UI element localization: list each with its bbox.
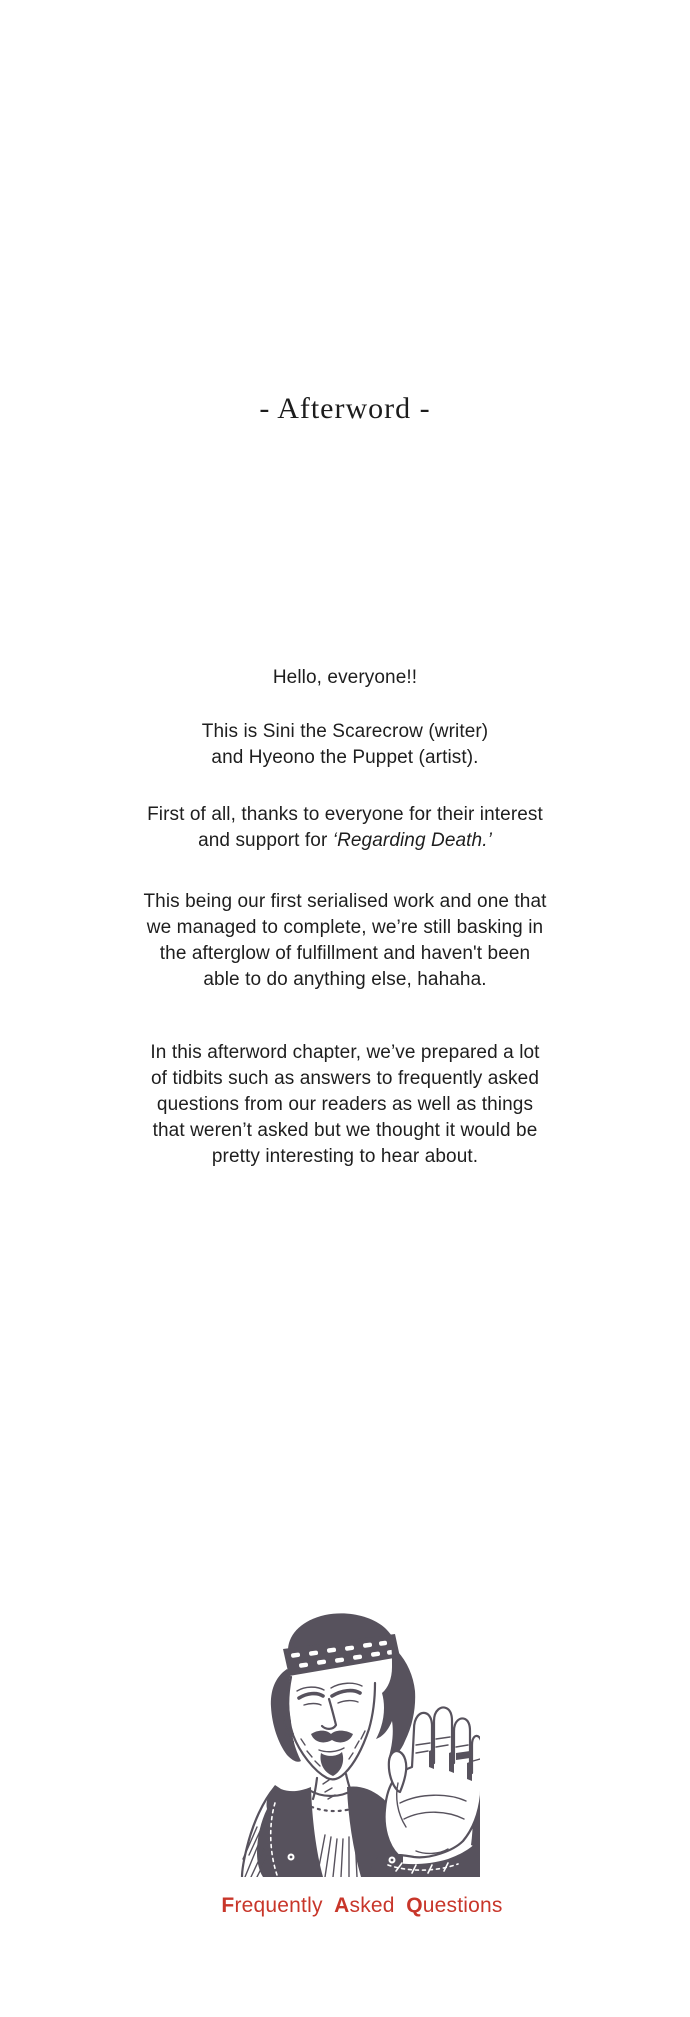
tidbits-paragraph (0, 1040, 690, 1170)
face (278, 1677, 375, 1779)
nose (322, 1699, 336, 1729)
text-line: we managed to complete, we’re still basking in (146, 917, 544, 938)
text-line: Hello, everyone!! (272, 667, 418, 688)
faq-word-rest: requently (234, 1894, 323, 1917)
earring (290, 1740, 294, 1744)
text-line: the afterglow of fulfillment and haven't been (159, 943, 531, 964)
beanie-hat (283, 1613, 400, 1676)
faq-initial: A (334, 1894, 350, 1917)
jacket-left (242, 1785, 323, 1877)
work-title-italic: ‘Regarding Death.’ (332, 830, 492, 851)
mustache (311, 1731, 353, 1743)
text-line: able to do anything else, hahaha. (203, 969, 487, 990)
faq-word-rest: sked (349, 1894, 395, 1917)
faq-word (334, 1894, 395, 1917)
thanks-paragraph (0, 802, 690, 854)
text-line (0, 828, 690, 854)
text-line: This being our first serialised work and one that (143, 891, 547, 912)
left-eye (299, 1694, 323, 1698)
text-line: First of all, thanks to everyone for their interest (147, 804, 543, 825)
goatee (321, 1752, 344, 1776)
text-line: pretty interesting to hear about. (211, 1146, 479, 1167)
basking-paragraph (0, 889, 690, 993)
text-line: In this afterword chapter, we’ve prepared a lot (150, 1042, 540, 1063)
faq-word-rest: uestions (422, 1894, 503, 1917)
text-line: that weren’t asked but we thought it would be (152, 1120, 538, 1141)
text-line: This is Sini the Scarecrow (writer) (201, 721, 489, 742)
author-portrait-illustration (225, 1603, 480, 1877)
authors-paragraph (0, 719, 690, 771)
text-line: of tidbits such as answers to frequently asked (151, 1068, 539, 1089)
faq-word (221, 1894, 322, 1917)
page-title: - Afterword - (259, 392, 431, 425)
faq-word (406, 1894, 502, 1917)
faq-initial: F (221, 1894, 235, 1917)
right-eye (332, 1691, 360, 1696)
text-line: and Hyeono the Puppet (artist). (211, 747, 479, 768)
greeting-paragraph (0, 665, 690, 691)
faq-initial: Q (406, 1894, 423, 1917)
faq-heading (0, 1893, 690, 1919)
shirt-hatching (317, 1835, 357, 1877)
text-line: questions from our readers as well as things (156, 1094, 534, 1115)
text-segment: and support for (198, 830, 333, 851)
